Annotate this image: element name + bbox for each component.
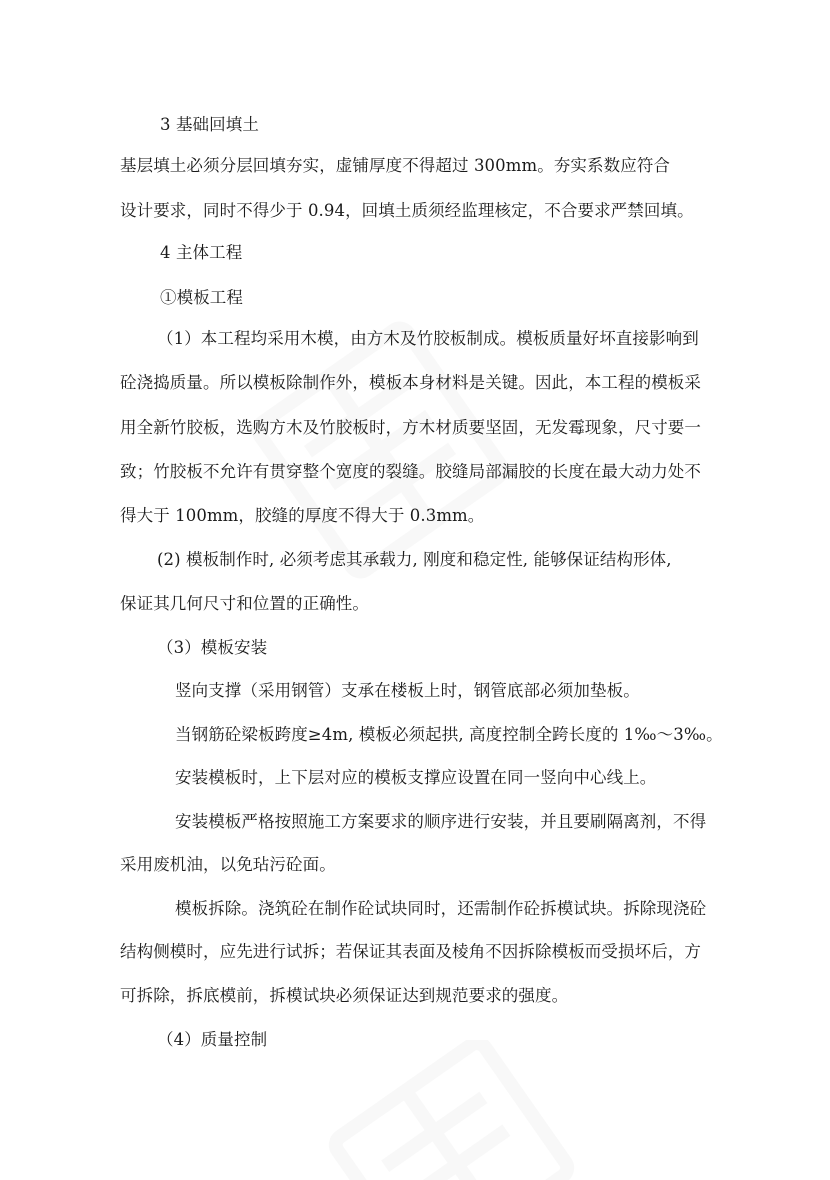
paragraph-line: 得大于 100mm，胶缝的厚度不得大于 0.3mm。 <box>120 506 485 525</box>
section-heading-backfill: 3 基础回填土 <box>160 115 259 134</box>
paragraph-line: (2) 模板制作时, 必须考虑其承载力, 刚度和稳定性, 能够保证结构形体, <box>157 550 672 569</box>
watermark-graphic-bottom <box>300 1040 580 1180</box>
paragraph-line: 安装模板时，上下层对应的模板支撑应设置在同一竖向中心线上。 <box>175 768 657 787</box>
paragraph-line: 结构侧模时，应先进行试拆；若保证其表面及棱角不因拆除模板而受损坏后，方 <box>120 942 701 961</box>
subsection-heading-installation: （3）模板安装 <box>157 638 268 657</box>
paragraph-line: 用全新竹胶板，选购方木及竹胶板时，方木材质要坚固，无发霉现象，尺寸要一 <box>120 418 701 437</box>
paragraph-line: 模板拆除。浇筑砼在制作砼试块同时，还需制作砼拆模试块。拆除现浇砼 <box>175 899 707 918</box>
paragraph-line: 致；竹胶板不允许有贯穿整个宽度的裂缝。胶缝局部漏胶的长度在最大动力处不 <box>120 462 701 481</box>
paragraph-line: 可拆除，拆底模前，拆模试块必须保证达到规范要求的强度。 <box>120 986 569 1005</box>
paragraph-line: 砼浇捣质量。所以模板除制作外，模板本身材料是关键。因此，本工程的模板采 <box>120 373 701 392</box>
paragraph-line: （1）本工程均采用木模，由方木及竹胶板制成。模板质量好坏直接影响到 <box>157 329 699 348</box>
paragraph-line: 竖向支撑（采用钢管）支承在楼板上时，钢管底部必须加垫板。 <box>175 681 640 700</box>
paragraph-line: 采用废机油，以免玷污砼面。 <box>120 855 336 874</box>
paragraph-line: 当钢筋砼梁板跨度≥4m, 模板必须起拱, 高度控制全跨长度的 1‰～3‰。 <box>175 725 723 744</box>
paragraph-line: 安装模板严格按照施工方案要求的顺序进行安装，并且要刷隔离剂，不得 <box>175 812 707 831</box>
paragraph-line: 基层填土必须分层回填夯实，虚铺厚度不得超过 300mm。夯实系数应符合 <box>120 156 671 175</box>
paragraph-line: 设计要求，同时不得少于 0.94，回填土质须经监理核定，不合要求严禁回填。 <box>120 201 694 220</box>
paragraph-line: 保证其几何尺寸和位置的正确性。 <box>120 594 369 613</box>
subsection-heading-quality-control: （4）质量控制 <box>157 1030 268 1049</box>
section-heading-main-structure: 4 主体工程 <box>160 243 243 262</box>
subsection-heading-formwork: ①模板工程 <box>160 288 243 307</box>
